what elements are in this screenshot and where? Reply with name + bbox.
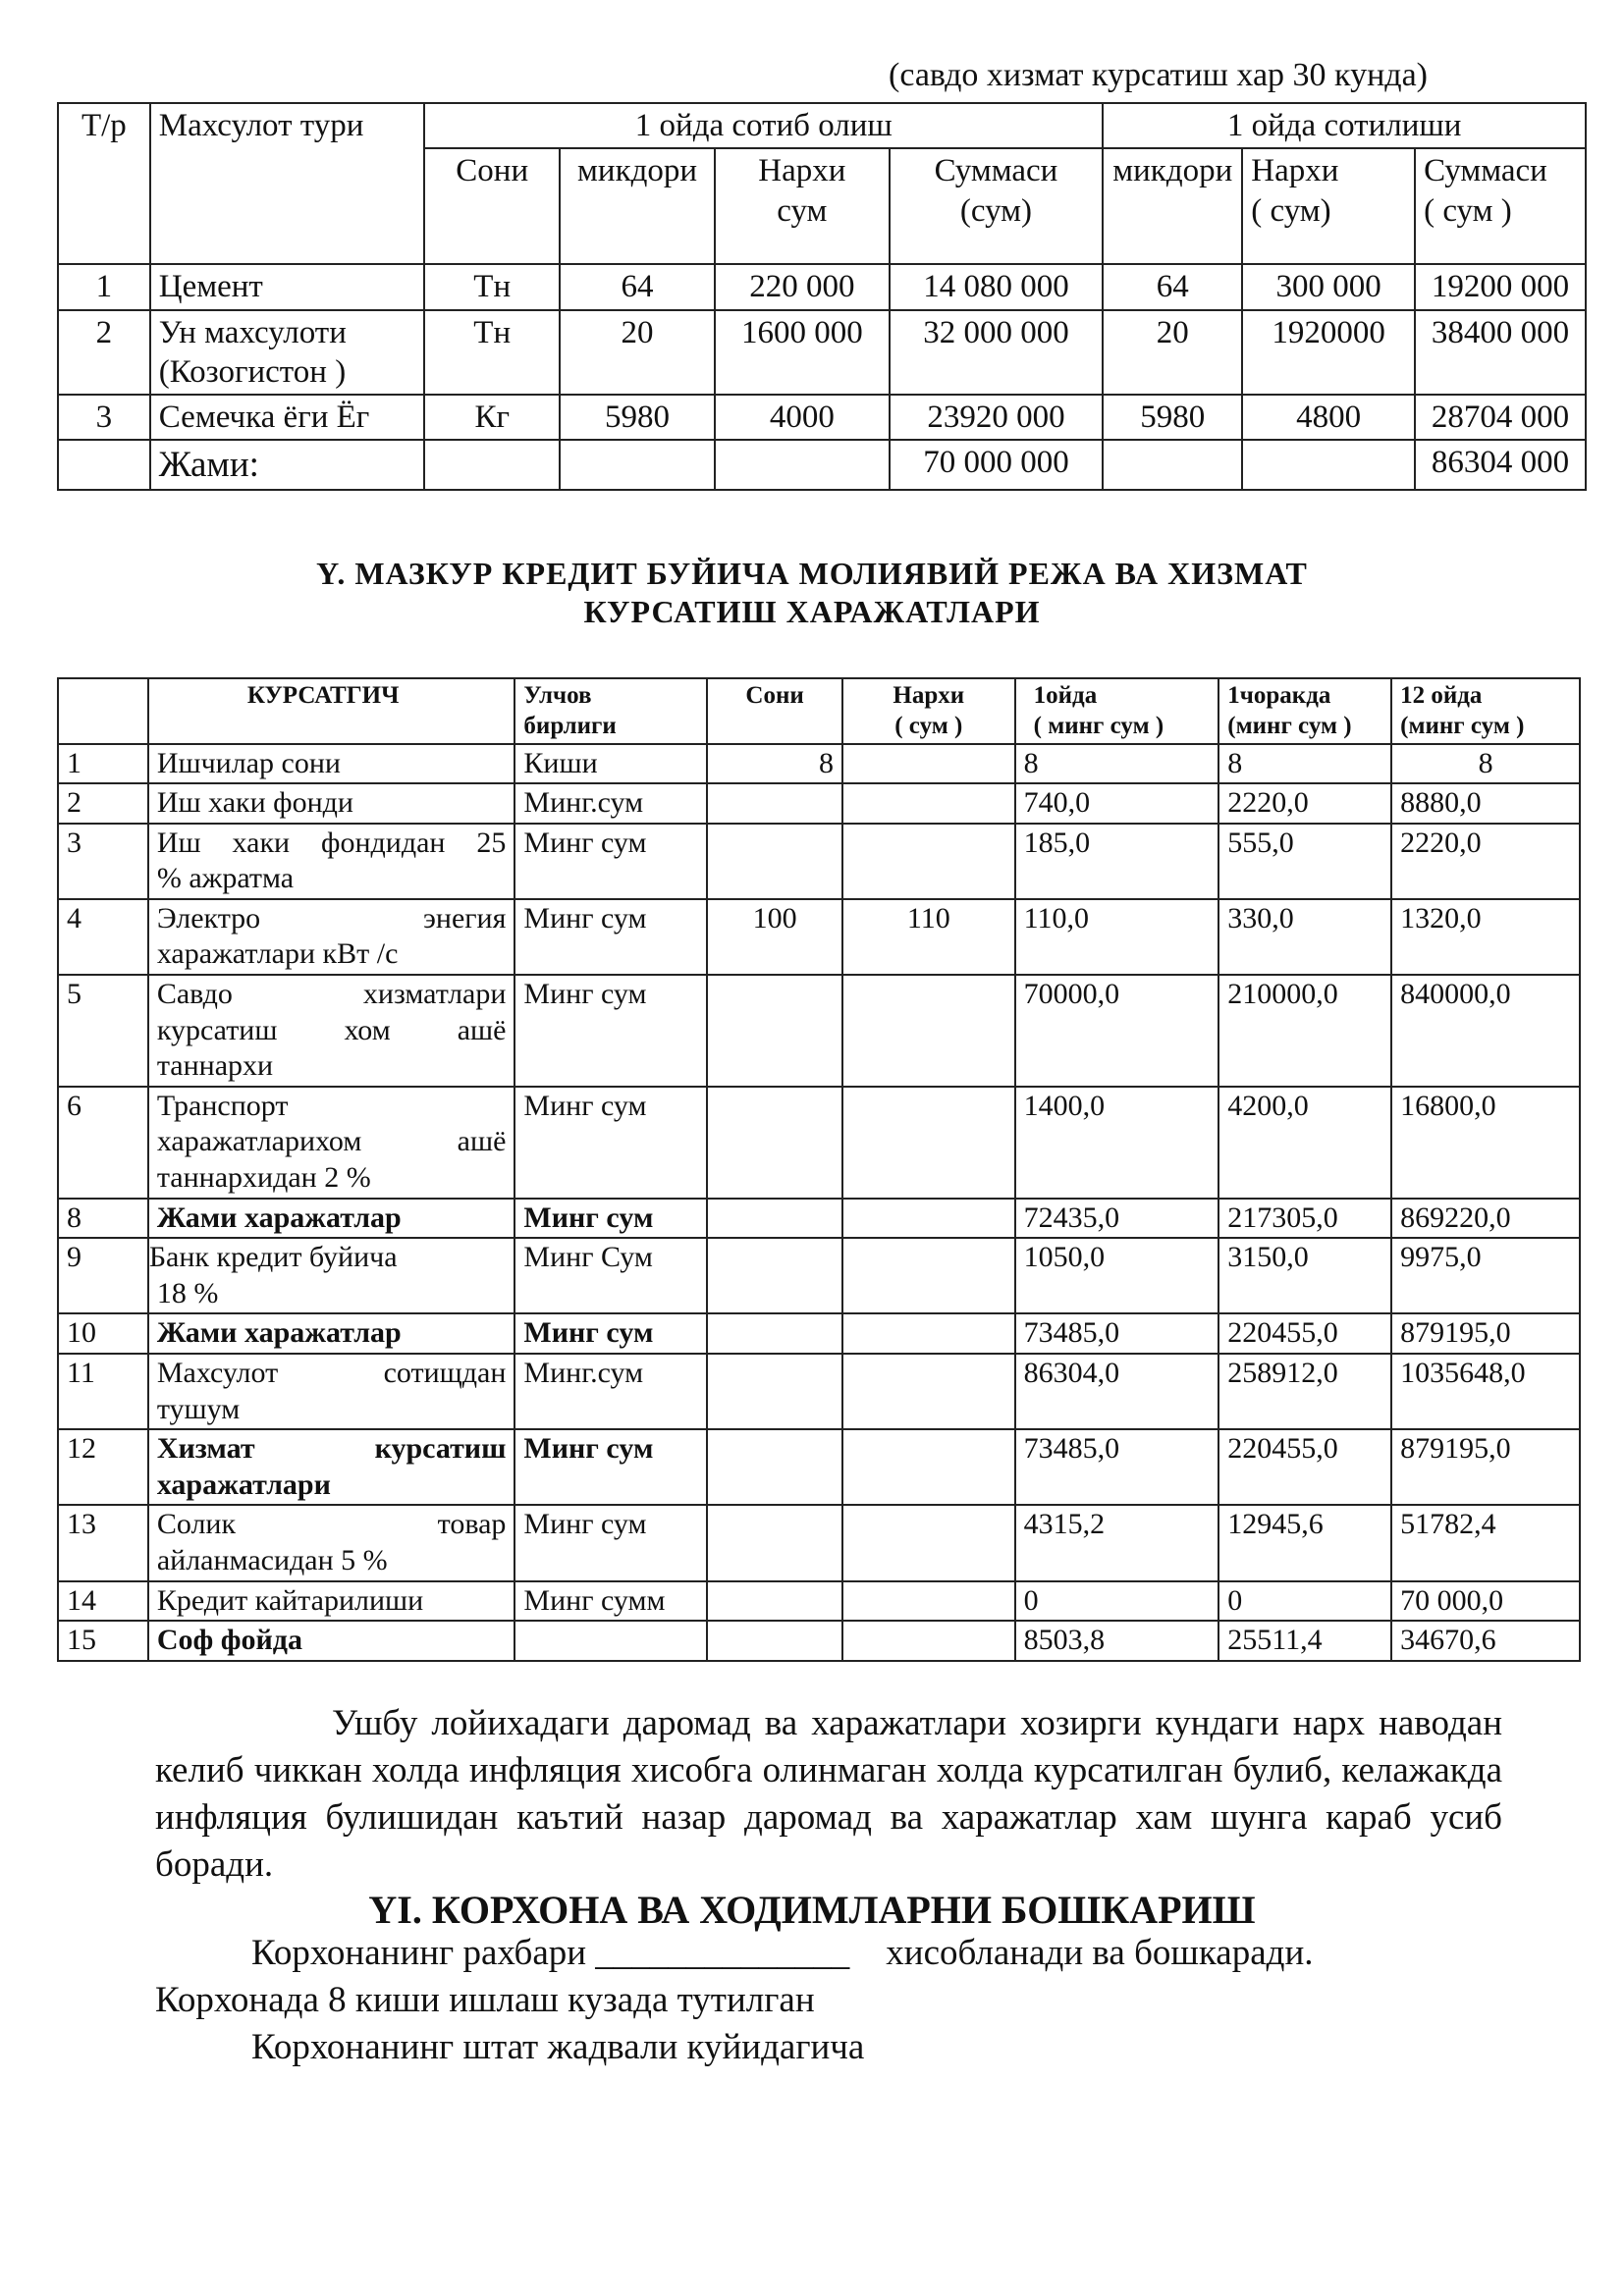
table-row: 10 Жами харажатлар Минг сум 73485,0 220455,0 879195,0 <box>58 1313 1580 1354</box>
buy-total-value: 70 000 000 <box>890 440 1104 490</box>
header-qty: микдори <box>560 148 715 264</box>
header-buy-group: 1 ойда сотиб олиш <box>424 103 1103 148</box>
table-row: 2 Ун махсулоти (Козогистон ) Тн 20 1600 000 32 000 000 20 1920000 38400 000 <box>58 310 1586 396</box>
staff-count-line: Корхонада 8 киши ишлаш кузада тутилган <box>155 1980 815 2020</box>
table-row: 9 Банк кредит буйича 18 % Минг Сум 1050,0 3150,0 9975,0 <box>58 1238 1580 1313</box>
table-row: 1 Цемент Тн 64 220 000 14 080 000 64 300 000 19200 000 <box>58 264 1586 309</box>
header-count: Сони <box>707 678 842 744</box>
total-label: Жами: <box>150 440 425 490</box>
inflation-paragraph: Ушбу лойихадаги даромад ва харажатлари хозирги кундаги нарх наводан келиб чиккан холда инфляция хисобга олинмаган холда курсатилган булиб, келажакда инфляция булишидан каътий назар даромад ва харажатлар хам шунга караб усиб боради. <box>155 1703 1502 1885</box>
table-row: 5 Савдо хизматлари курсатиш хом ашё таннархи Минг сум 70000,0 210000,0 840000,0 <box>58 975 1580 1087</box>
table-row: 13 Солик товар айланмасидан 5 % Минг сум 4315,2 12945,6 51782,4 <box>58 1505 1580 1580</box>
director-line: Корхонанинг рахбари ______________ хисобланади ва бошкаради. <box>251 1933 1314 1973</box>
header-unit: Сони <box>424 148 560 264</box>
total-row <box>58 440 1586 490</box>
financial-plan-table <box>57 677 1581 1662</box>
table-row: 4 Электро энегия харажатлари кВт /с Минг сум 100 110 110,0 330,0 1320,0 <box>58 899 1580 975</box>
table-row: 1 Ишчилар сони Киши 8 8 8 8 <box>58 744 1580 784</box>
table-row: 11 Махсулот сотищдан тушум Минг.сум 86304,0 258912,0 1035648,0 <box>58 1354 1580 1429</box>
section-5-title-line1: Y. МАЗКУР КРЕДИТ БУЙИЧА МОЛИЯВИЙ РЕЖА ВА ХИЗМАТ <box>316 556 1308 591</box>
period-note: (савдо хизмат курсатиш хар 30 кунда) <box>889 57 1428 93</box>
header-month: 1ойда ( минг сум ) <box>1015 678 1219 744</box>
section-5-title-line2: КУРСАТИШ ХАРАЖАТЛАРИ <box>583 594 1041 629</box>
table-row: 3 Семечка ёги Ёг Кг 5980 4000 23920 000 5980 4800 28704 000 <box>58 395 1586 440</box>
header-year: 12 ойда (минг сум ) <box>1391 678 1580 744</box>
sell-total-value: 86304 000 <box>1415 440 1586 490</box>
header-quarter: 1чоракда (минг сум ) <box>1218 678 1391 744</box>
table-row: 2 Иш хаки фонди Минг.сум 740,0 2220,0 8880,0 <box>58 783 1580 824</box>
table2-header-row <box>58 678 1580 744</box>
table-row: 15 Соф фойда 8503,8 25511,4 34670,6 <box>58 1621 1580 1661</box>
header-price: Нархи ( сум ) <box>842 678 1015 744</box>
header-sell-qty: микдори <box>1103 148 1242 264</box>
header-sell-group: 1 ойда сотилиши <box>1103 103 1586 148</box>
header-unit: Улчов бирлиги <box>514 678 707 744</box>
header-indicator: КУРСАТГИЧ <box>148 678 515 744</box>
director-blank: ______________ <box>595 1933 850 1973</box>
header-sell-total: Суммаси ( сум ) <box>1415 148 1586 264</box>
header-price: Нархи сум <box>715 148 890 264</box>
table-row: 12 Хизмат курсатиш харажатлари Минг сум 73485,0 220455,0 879195,0 <box>58 1429 1580 1505</box>
header-product: Махсулот тури <box>150 103 425 264</box>
table-row: 8 Жами харажатлар Минг сум 72435,0 217305,0 869220,0 <box>58 1199 1580 1239</box>
table-row: 6 Транспорт харажатларихом ашё таннархидан 2 % Минг сум 1400,0 4200,0 16800,0 <box>58 1087 1580 1199</box>
section-6-title: YI. КОРХОНА ВА ХОДИМЛАРНИ БОШКАРИШ <box>368 1888 1256 1932</box>
table-row: 14 Кредит кайтарилиши Минг сумм 0 0 70 000,0 <box>58 1581 1580 1622</box>
staff-table-intro: Корхонанинг штат жадвали куйидагича <box>251 2027 865 2067</box>
header-sell-price: Нархи ( сум) <box>1242 148 1415 264</box>
purchase-sales-table <box>57 102 1587 491</box>
header-num: Т/р <box>58 103 150 264</box>
table-row: 3 Иш хаки фондидан 25 % ажратма Минг сум 185,0 555,0 2220,0 <box>58 824 1580 899</box>
header-total: Суммаси (сум) <box>890 148 1104 264</box>
